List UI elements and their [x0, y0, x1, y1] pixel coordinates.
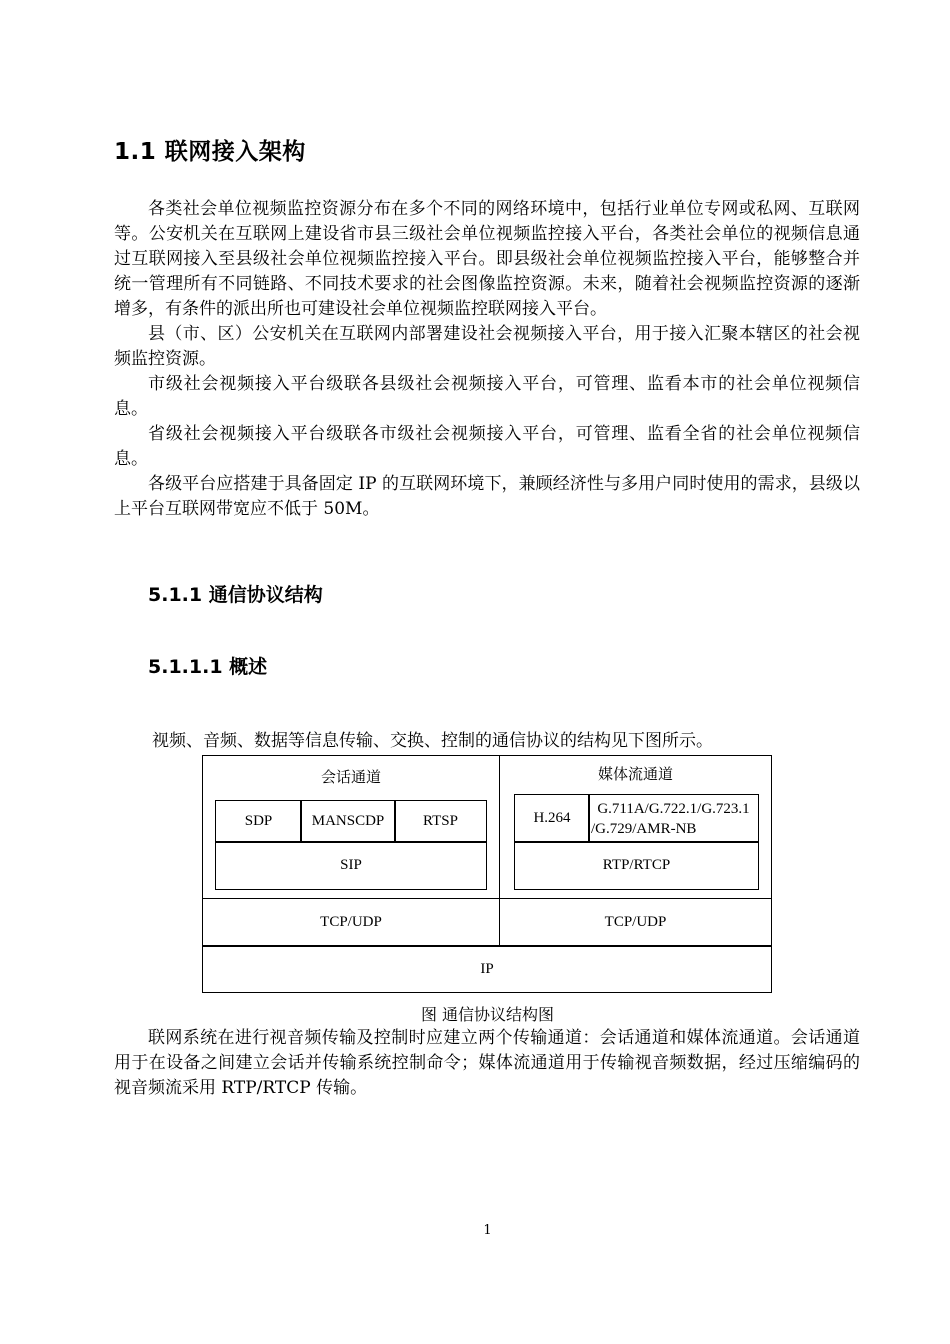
sip-cell: SIP: [215, 841, 487, 890]
audio-codecs-line1: G.711A/G.722.1/G.723.1: [597, 800, 750, 817]
section-heading-5-1-1: 5.1.1 通信协议结构: [148, 584, 323, 606]
section-body: [114, 197, 860, 522]
paragraph: 各级平台应搭建于具备固定 IP 的互联网环境下，兼顾经济性与多用户同时使用的需求，县级以上平台互联网带宽应不低于 50M。: [114, 474, 860, 519]
diagram-caption: 图 通信协议结构图: [420, 1005, 555, 1024]
explanation-body: [114, 1026, 860, 1101]
ip-cell: IP: [202, 945, 772, 993]
paragraph: 市级社会视频接入平台级联各县级社会视频接入平台，可管理、监看本市的社会单位视频信息。: [114, 374, 860, 419]
paragraph: 县（市、区）公安机关在互联网内部署建设社会视频接入平台，用于接入汇聚本辖区的社会视频监控资源。: [114, 324, 860, 369]
diagram-intro-text: 视频、音频、数据等信息传输、交换、控制的通信协议的结构见下图所示。: [152, 731, 713, 751]
section-heading-1-1: 1.1 联网接入架构: [114, 139, 306, 165]
tcp-udp-left-cell: TCP/UDP: [202, 898, 500, 947]
session-channel-label: 会话通道: [320, 768, 381, 786]
paragraph: 省级社会视频接入平台级联各市级社会视频接入平台，可管理、监看全省的社会单位视频信息。: [114, 424, 860, 469]
section-heading-5-1-1-1: 5.1.1.1 概述: [148, 656, 268, 678]
paragraph: 联网系统在进行视音频传输及控制时应建立两个传输通道：会话通道和媒体流通道。会话通道用于在设备之间建立会话并传输系统控制命令；媒体流通道用于传输视音频数据，经过压缩编码的视音频流采用 RTP/RTCP 传输。: [114, 1028, 860, 1098]
tcp-udp-right-cell: TCP/UDP: [499, 898, 772, 947]
media-channel-label: 媒体流通道: [597, 765, 673, 783]
page-number: 1: [483, 1223, 492, 1238]
sdp-cell: SDP: [215, 800, 302, 843]
rtsp-cell: RTSP: [394, 800, 487, 843]
paragraph: 各类社会单位视频监控资源分布在多个不同的网络环境中，包括行业单位专网或私网、互联网等。公安机关在互联网上建设省市县三级社会单位视频监控接入平台，各类社会单位的视频信息通过互联网接入至县级社会单位视频监控接入平台。即县级社会单位视频监控接入平台，能够整合并统一管理所有不同链路、不同技术要求的社会图像监控资源。未来，随着社会视频监控资源的逐渐增多，有条件的派出所也可建设社会单位视频监控联网接入平台。: [114, 199, 860, 319]
audio-codecs-cell: [588, 794, 759, 843]
manscdp-cell: MANSCDP: [300, 800, 396, 843]
rtp-rtcp-cell: RTP/RTCP: [514, 841, 759, 890]
h264-cell: H.264: [514, 794, 590, 843]
audio-codecs-line2: /G.729/AMR-NB: [591, 820, 697, 837]
